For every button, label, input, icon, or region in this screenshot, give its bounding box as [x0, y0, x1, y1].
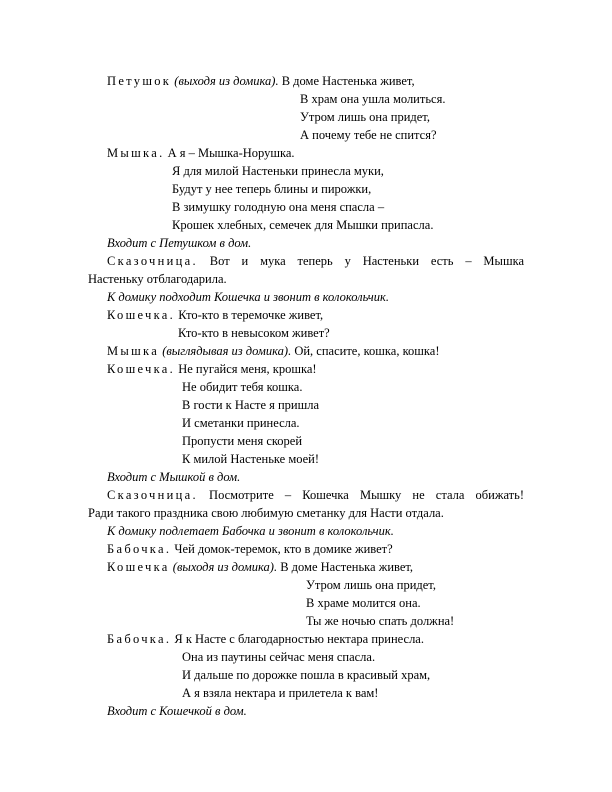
verse-line: В храме молится она.: [306, 596, 421, 610]
speaker-name: Кошечка.: [107, 362, 176, 376]
stage-direction: Входит с Кошечкой в дом.: [107, 704, 247, 718]
stage-direction: (выходя из домика).: [172, 560, 278, 574]
stage-direction: Входит с Петушком в дом.: [107, 236, 252, 250]
verse-line: Утром лишь она придет,: [300, 110, 430, 124]
stage-direction: (выходя из домика).: [174, 74, 279, 88]
line-text: В доме Настенька живет,: [280, 560, 414, 574]
script-line: [107, 307, 323, 323]
verse-line: Будут у нее теперь блины и пирожки,: [172, 182, 372, 196]
speaker-name: Кошечка: [107, 560, 170, 574]
stage-direction: К домику подходит Кошечка и звонит в колокольчик.: [107, 290, 389, 304]
verse-line: И сметанки принесла.: [182, 416, 300, 430]
verse-line: Крошек хлебных, семечек для Мышки припасла.: [172, 218, 434, 232]
script-line: [107, 73, 415, 89]
line-text: Я к Насте с благодарностью нектара принесла.: [174, 632, 424, 646]
verse-line: В храм она ушла молиться.: [300, 92, 446, 106]
line-text: А я – Мышка-Норушка.: [167, 146, 295, 160]
prose-line: Ради такого праздника свою любимую сметанку для Насти отдала.: [88, 506, 444, 520]
speaker-name: Бабочка.: [107, 632, 172, 646]
verse-line: Пропусти меня скорей: [182, 434, 303, 448]
line-text: Кто-кто в теремочке живет,: [178, 308, 324, 322]
script-line: [88, 487, 524, 503]
line-text: Вот и мука теперь у Настеньки есть – Мышка: [209, 254, 525, 268]
line-text: Посмотрите – Кошечка Мышку не стала обижать!: [209, 488, 525, 502]
script-line: [107, 631, 424, 647]
script-line: [107, 343, 439, 359]
verse-line: А почему тебе не спится?: [300, 128, 437, 142]
verse-line: Не обидит тебя кошка.: [182, 380, 303, 394]
verse-line: Она из паутины сейчас меня спасла.: [182, 650, 376, 664]
verse-line: В зимушку голодную она меня спасла –: [172, 200, 385, 214]
verse-line: К милой Настеньке моей!: [182, 452, 320, 466]
speaker-name: Петушок: [107, 74, 172, 88]
stage-direction: Входит с Мышкой в дом.: [107, 470, 241, 484]
verse-line: Я для милой Настеньки принесла муки,: [172, 164, 384, 178]
verse-line: А я взяла нектара и прилетела к вам!: [182, 686, 379, 700]
line-text: Не пугайся меня, крошка!: [178, 362, 317, 376]
speaker-name: Кошечка.: [107, 308, 176, 322]
speaker-name: Сказочница.: [107, 254, 198, 268]
prose-line: Настеньку отблагодарила.: [88, 272, 227, 286]
stage-direction: К домику подлетает Бабочка и звонит в колокольчик.: [107, 524, 394, 538]
line-text: Чей домок-теремок, кто в домике живет?: [174, 542, 393, 556]
stage-direction: (выглядывая из домика).: [162, 344, 292, 358]
verse-line: Кто-кто в невысоком живет?: [178, 326, 330, 340]
speaker-name: Мышка: [107, 344, 160, 358]
script-line: [88, 253, 524, 269]
script-line: [107, 541, 393, 557]
verse-line: И дальше по дорожке пошла в красивый храм,: [182, 668, 431, 682]
verse-line: Утром лишь она придет,: [306, 578, 436, 592]
line-text: В доме Настенька живет,: [281, 74, 415, 88]
speaker-name: Бабочка.: [107, 542, 172, 556]
speaker-name: Мышка.: [107, 146, 165, 160]
verse-line: В гости к Насте я пришла: [182, 398, 320, 412]
script-line: [107, 145, 295, 161]
script-line: [107, 361, 317, 377]
speaker-name: Сказочница.: [107, 488, 198, 502]
script-line: [107, 559, 413, 575]
verse-line: Ты же ночью спать должна!: [306, 614, 455, 628]
line-text: Ой, спасите, кошка, кошка!: [294, 344, 440, 358]
